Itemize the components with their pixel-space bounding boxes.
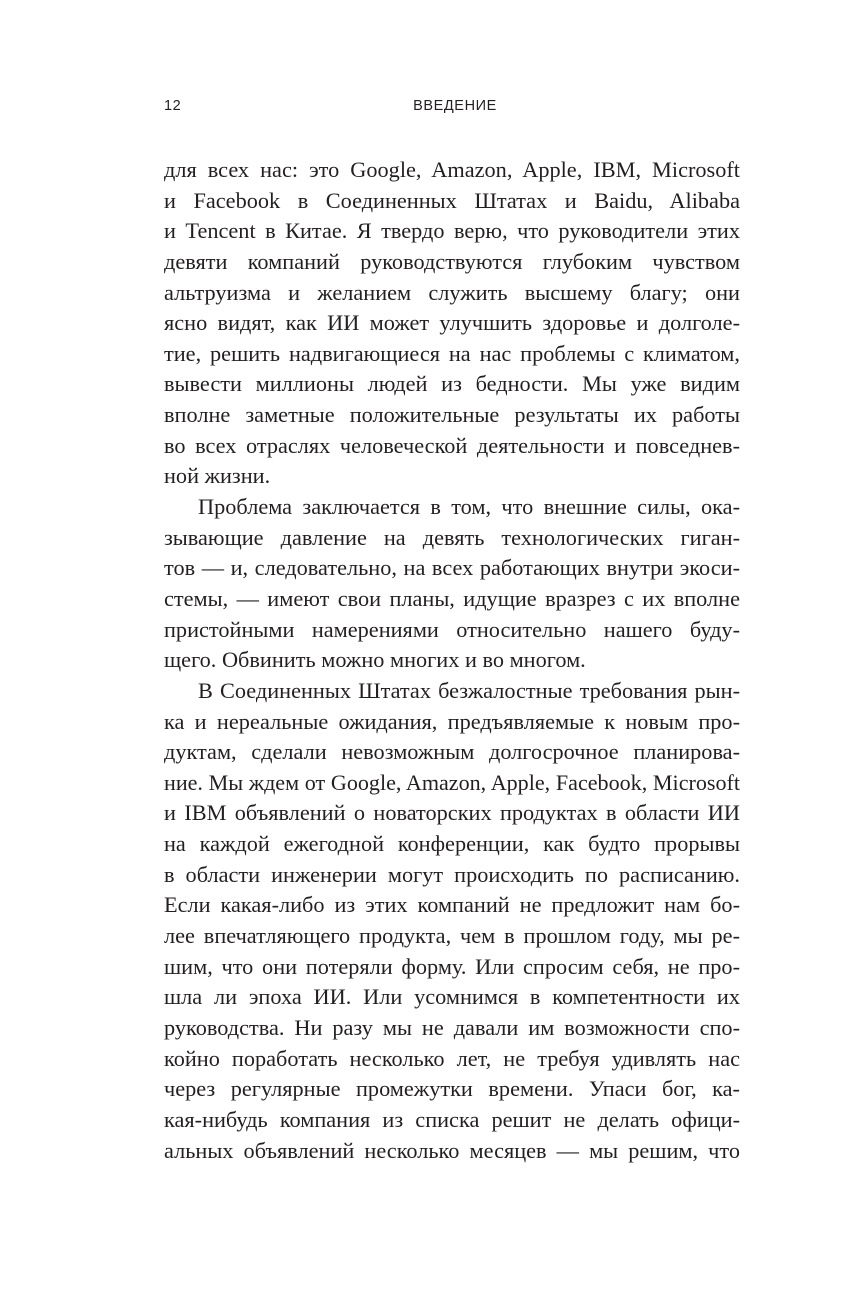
page-number: 12 xyxy=(164,98,182,114)
text-line: тов — и, следовательно, на всех работающих внутри экоси- xyxy=(164,555,740,581)
text-line: вполне заметные положительные результаты их работы xyxy=(164,402,740,428)
text-line: ясно видят, как ИИ может улучшить здоровье и долголе- xyxy=(164,310,740,336)
text-line: ка и нереальные ожидания, предъявляемые к новым про- xyxy=(164,708,740,734)
text-line: альных объявлений несколько месяцев — мы решим, что xyxy=(164,1137,740,1163)
text-line: дуктам, сделали невозможным долгосрочное планирова- xyxy=(164,739,740,765)
text-line: девяти компаний руководствуются глубоким чувством xyxy=(164,248,740,274)
text-line: и IBM объявлений о новаторских продуктах в области ИИ xyxy=(164,800,740,826)
section-title: ВВЕДЕНИЕ xyxy=(413,98,497,114)
paragraph-first-line: В Соединенных Штатах безжалостные требования рын- xyxy=(198,677,740,703)
text-line: для всех нас: это Google, Amazon, Apple, IBM, Microsoft xyxy=(164,157,740,182)
text-line: лее впечатляющего продукта, чем в прошлом году, мы ре- xyxy=(164,923,740,949)
text-line: койно поработать несколько лет, не требуя удивлять нас xyxy=(164,1045,740,1071)
text-line: на каждой ежегодной конференции, как будто прорывы xyxy=(164,831,740,857)
text-line: во всех отраслях человеческой деятельности и повседнев- xyxy=(164,432,740,458)
text-line: ние. Мы ждем от Google, Amazon, Apple, Facebook, Microsoft xyxy=(164,769,740,795)
text-line: шла ли эпоха ИИ. Или усомнимся в компетентности их xyxy=(164,984,740,1010)
body-text xyxy=(164,155,740,1166)
paragraph-first-line: Проблема заключается в том, что внешние силы, ока- xyxy=(198,494,740,520)
text-line: в области инженерии могут происходить по расписанию. xyxy=(164,861,740,887)
text-line: пристойными намерениями относительно нашего буду- xyxy=(164,616,740,642)
text-line: альтруизма и желанием служить высшему благу; они xyxy=(164,279,740,305)
text-line: руководства. Ни разу мы не давали им возможности спо- xyxy=(164,1014,740,1040)
text-line: ной жизни. xyxy=(164,463,271,489)
text-line: и Facebook в Соединенных Штатах и Baidu, Alibaba xyxy=(164,187,740,213)
text-line: и Tencent в Китае. Я твердо верю, что руководители этих xyxy=(164,218,740,244)
text-line: шим, что они потеряли форму. Или спросим себя, не про- xyxy=(164,953,740,979)
text-line: тие, решить надвигающиеся на нас проблемы с климатом, xyxy=(164,340,740,366)
text-line: через регулярные промежутки времени. Упаси бог, ка- xyxy=(164,1076,740,1102)
running-head xyxy=(164,98,740,120)
text-line: щего. Обвинить можно многих и во многом. xyxy=(164,647,586,673)
text-line: зывающие давление на девять технологических гиган- xyxy=(164,524,740,550)
text-line: вывести миллионы людей из бедности. Мы уже видим xyxy=(164,371,740,397)
text-line: кая-нибудь компания из списка решит не делать офици- xyxy=(164,1106,740,1132)
text-line: стемы, — имеют свои планы, идущие вразрез с их вполне xyxy=(164,585,740,611)
text-line: Если какая-либо из этих компаний не предложит нам бо- xyxy=(164,892,740,918)
